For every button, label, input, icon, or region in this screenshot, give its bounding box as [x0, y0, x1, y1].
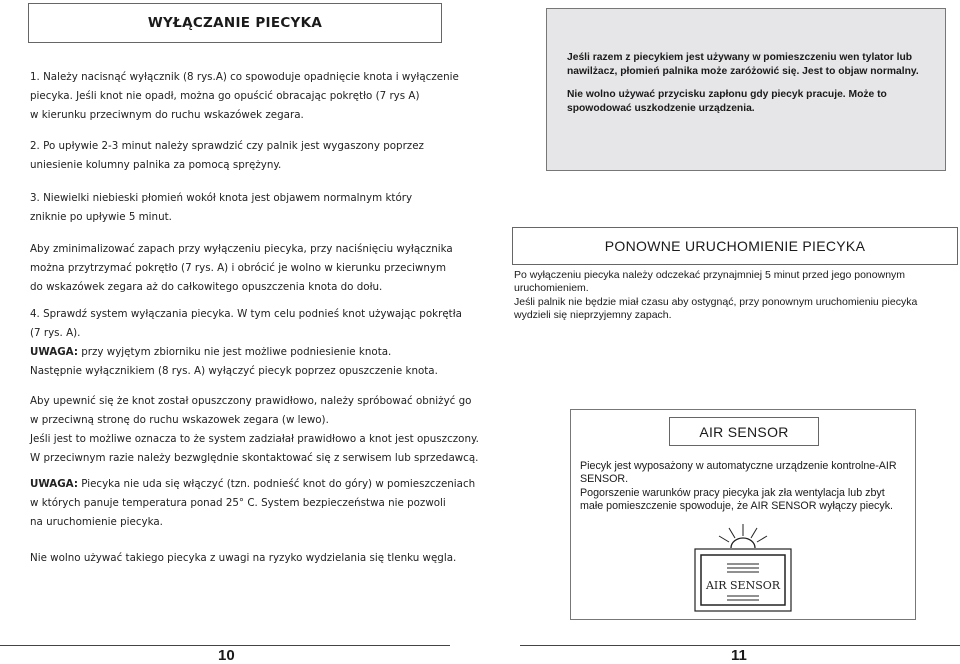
- warning-box: [546, 8, 946, 171]
- uwaga-label: UWAGA:: [30, 478, 78, 490]
- air-sensor-illustration: [689, 522, 797, 614]
- warning-paragraph: Jeśli razem z piecykiem jest używany w pomieszczeniu wen tylator lub nawilżacz, płomień palnika może zaróżowić się. Jest to objaw normalny.: [567, 52, 919, 77]
- step-2: [30, 137, 424, 175]
- sun-rays-icon: [719, 524, 767, 548]
- uwaga-line: [30, 475, 475, 494]
- text-line: zniknie po upływie 5 minut.: [30, 211, 172, 223]
- restart-paragraph: Jeśli palnik nie będzie miał czasu aby ostygnąć, przy ponownym uruchomieniu piecyka wydzieli się nieprzyjemny zapach.: [514, 295, 918, 321]
- uwaga-label: UWAGA:: [30, 346, 78, 358]
- uwaga-line: [30, 343, 462, 362]
- text-line: Aby upewnić się że knot został opuszczony prawidłowo, należy spróbować obniżyć go: [30, 395, 472, 407]
- text-line: Jeśli jest to możliwe oznacza to że system zadziałał prawidłowo a knot jest opuszczony.: [30, 433, 479, 445]
- text-line: piecyka. Jeśli knot nie opadł, można go opuścić obracając pokrętło (7 rys A): [30, 90, 420, 102]
- text-line: 1. Należy nacisnąć wyłącznik (8 rys.A) co spowoduje opadnięcie knota i wyłączenie: [30, 71, 459, 83]
- text-line: W przeciwnym razie należy bezwględnie skontaktować się z serwisem lub sprzedawcą.: [30, 452, 479, 464]
- text-line: 3. Niewielki niebieski płomień wokół knota jest objawem normalnym który: [30, 192, 413, 204]
- text-line: 4. Sprawdź system wyłączania piecyka. W tym celu podnieś knot używając pokrętła: [30, 308, 462, 320]
- restart-paragraph: Po wyłączeniu piecyka należy odczekać przynajmniej 5 minut przed jego ponownym uruchomieniem.: [514, 269, 906, 295]
- page-number-left: 10: [218, 647, 235, 664]
- text-line: Następnie wyłącznikiem (8 rys. A) wyłączyć piecyk poprzez opuszczenie knota.: [30, 365, 438, 377]
- text-line: w przeciwną stronę do ruchu wskazowek zegara (w lewo).: [30, 414, 329, 426]
- sensor-label: AIR SENSOR: [705, 579, 781, 592]
- text-line: do wskazówek zegara aż do całkowitego opuszczenia knota do dołu.: [30, 281, 383, 293]
- uwaga-temperature: [30, 475, 475, 532]
- step-3: [30, 189, 412, 227]
- text-line: Aby zminimalizować zapach przy wyłączeniu piecyka, przy naciśnięciu wyłącznika: [30, 243, 453, 255]
- step-1: [30, 68, 459, 125]
- air-sensor-text: [580, 460, 900, 513]
- restart-text: [514, 269, 954, 322]
- air-sensor-title: AIR SENSOR: [669, 417, 819, 446]
- air-sensor-box: [570, 409, 916, 620]
- text-line: 2. Po upływie 2-3 minut należy sprawdzić czy palnik jest wygaszony poprzez: [30, 140, 424, 152]
- text-line: w których panuje temperatura ponad 25° C. System bezpieczeństwa nie pozwoli: [30, 497, 446, 509]
- air-sensor-paragraph: Piecyk jest wyposażony w automatyczne urządzenie kontrolne-AIR SENSOR.: [580, 460, 897, 486]
- warning-paragraph: Nie wolno używać przycisku zapłonu gdy piecyk pracuje. Może to spowodować uszkodzenie urządzenia.: [567, 89, 887, 114]
- uwaga-text: przy wyjętym zbiorniku nie jest możliwe podniesienie knota.: [77, 346, 392, 358]
- section-title-shutdown: WYŁĄCZANIE PIECYKA: [28, 3, 442, 43]
- text-line: na uruchomienie piecyka.: [30, 516, 163, 528]
- footer-rule-right: [520, 645, 960, 646]
- step-4: [30, 305, 462, 381]
- text-line: uniesienie kolumny palnika za pomocą sprężyny.: [30, 159, 282, 171]
- text-line: Nie wolno używać takiego piecyka z uwagi na ryzyko wydzielania się tlenku węgla.: [30, 552, 457, 564]
- page-number-right: 11: [731, 647, 747, 664]
- check-paragraph: [30, 392, 479, 468]
- air-sensor-paragraph: Pogorszenie warunków pracy piecyka jak zła wentylacja lub zbyt małe pomieszczenie spowoduje, że AIR SENSOR wyłączy piecyk.: [580, 486, 894, 512]
- final-warning: [30, 549, 456, 568]
- text-line: można przytrzymać pokrętło (7 rys. A) i obrócić je wolno w kierunku przeciwnym: [30, 262, 447, 274]
- section-title-restart: PONOWNE URUCHOMIENIE PIECYKA: [512, 227, 958, 265]
- odor-paragraph: [30, 240, 453, 297]
- footer-rule-left: [0, 645, 450, 646]
- text-line: w kierunku przeciwnym do ruchu wskazówek zegara.: [30, 109, 304, 121]
- text-line: (7 rys. A).: [30, 327, 81, 339]
- uwaga-text: Piecyka nie uda się włączyć (tzn. podnieść knot do góry) w pomieszczeniach: [77, 478, 476, 490]
